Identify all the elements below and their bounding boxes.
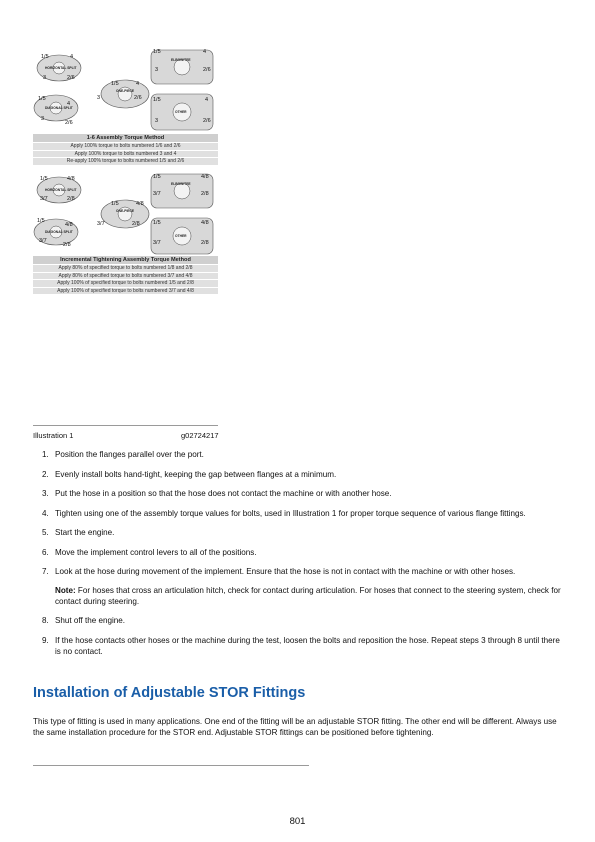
bolt-label: 4/8 [201, 174, 209, 180]
step-text: Tighten using one of the assembly torque values for bolts, used in Illustration 1 for proper torque sequence of various flange fittings. [55, 508, 526, 518]
bolt-label: 4/8 [201, 220, 209, 226]
step-number: 7. [42, 567, 49, 576]
bolt-label: 1/5 [153, 97, 161, 103]
part-tag: ONE-PIECE [116, 89, 135, 93]
caption-label: Illustration 1 [33, 431, 74, 440]
bolt-label: 2/6 [67, 75, 75, 81]
bolt-label: 2/8 [132, 221, 140, 227]
step-text: Move the implement control levers to all of the positions. [55, 547, 257, 557]
caption-id: g02724217 [181, 431, 219, 440]
step-item [33, 449, 563, 460]
bolt-label: 2/8 [67, 196, 75, 202]
bolt-label: 1/5 [37, 218, 45, 224]
bolt-label: 2/8 [201, 240, 209, 246]
step-text: If the hose contacts other hoses or the machine during the test, loosen the bolts and reposition the hose. Repeat steps 3 through 8 until there is no contact. [55, 635, 560, 656]
section-end-rule [33, 765, 309, 766]
bolt-label: 2/8 [201, 191, 209, 197]
bolt-label: 4 [136, 81, 140, 87]
bolt-label: 1/5 [41, 54, 49, 60]
method2-line: Apply 80% of specified torque to bolts numbered 3/7 and 4/8 [33, 273, 218, 280]
method2-title: Incremental Tightening Assembly Torque Method [33, 256, 218, 264]
bolt-label: 4/8 [65, 222, 73, 228]
part-tag: OTHER [175, 234, 187, 238]
part-tag: DIAGONAL SPLIT [45, 106, 73, 110]
bolt-label: 1/5 [111, 81, 119, 87]
step-number: 3. [42, 489, 49, 498]
step-item [33, 615, 563, 626]
method2-line: Apply 80% of specified torque to bolts numbered 1/8 and 2/8 [33, 265, 218, 272]
bolt-label: 2/6 [203, 118, 211, 124]
step-text: Evenly install bolts hand-tight, keeping the gap between flanges at a minimum. [55, 469, 337, 479]
method2-line: Apply 100% of specified torque to bolts numbered 1/5 and 2/8 [33, 280, 218, 287]
part-tag: HORIZONTAL SPLIT [45, 188, 77, 192]
bolt-label: 4 [203, 49, 207, 55]
step-item [33, 488, 563, 499]
bolt-label: 3 [97, 95, 101, 101]
bolt-label: 3 [155, 118, 159, 124]
step-item [33, 547, 563, 558]
bolt-label: 1/5 [38, 96, 46, 102]
note-text: For hoses that cross an articulation hitch, check for contact during articulation. For hoses that connect to the steering system, check for contact during steering. [55, 585, 561, 606]
bolt-label: 3 [43, 75, 47, 81]
method1-line: Re-apply 100% torque to bolts numbered 1/5 and 2/6 [33, 158, 218, 165]
step-number: 5. [42, 528, 49, 537]
bolt-label: 3 [155, 67, 159, 73]
bolt-label: 2/8 [63, 242, 71, 248]
step-number: 2. [42, 469, 49, 479]
step-item [33, 508, 563, 519]
part-tag: ONE-PIECE [116, 209, 135, 213]
part-tag: DIAGONAL SPLIT [45, 230, 73, 234]
step-number: 4. [42, 508, 49, 518]
bolt-label: 3/7 [40, 196, 48, 202]
method1-line: Apply 100% torque to bolts numbered 1/6 and 2/6 [33, 143, 218, 150]
bolt-label: 1/5 [111, 201, 119, 207]
bolt-label: 1/5 [40, 176, 48, 182]
part-tag: OTHER [175, 110, 187, 114]
step-text: Look at the hose during movement of the implement. Ensure that the hose is not in contact with the machine or with other hoses. [55, 567, 516, 576]
note-label: Note: [55, 585, 76, 595]
method1-title: 1-6 Assembly Torque Method [33, 134, 218, 142]
note-block [33, 585, 563, 607]
bolt-label: 1/5 [153, 174, 161, 180]
bolt-label: 2/6 [203, 67, 211, 73]
step-item [33, 469, 563, 480]
step-number: 1. [42, 450, 49, 459]
step-number: 9. [42, 635, 49, 645]
step-item [33, 566, 563, 577]
bolt-label: 1/5 [153, 49, 161, 55]
bolt-label: 4/8 [67, 176, 75, 182]
step-number: 8. [42, 616, 49, 625]
bolt-label: 1/5 [153, 220, 161, 226]
part-tag: ELBOW/TEE [171, 58, 191, 62]
part-tag: HORIZONTAL SPLIT [45, 66, 77, 70]
step-text: Position the flanges parallel over the port. [55, 450, 204, 459]
bolt-label: 3/7 [153, 240, 161, 246]
section-paragraph: This type of fitting is used in many applications. One end of the fitting will be an adjustable STOR fitting. The other end will be different. Always use the same installation procedure for the STOR end. Adjustable STOR fittings can be positioned before tightening. [33, 717, 557, 737]
bolt-label: 3 [41, 116, 45, 122]
method2-line: Apply 100% of specified torque to bolts numbered 3/7 and 4/8 [33, 288, 218, 295]
caption-rule [33, 425, 218, 426]
bolt-label: 4/8 [136, 201, 144, 207]
step-item [33, 527, 563, 538]
torque-sequence-illustration [33, 44, 218, 298]
section-heading: Installation of Adjustable STOR Fittings [33, 685, 306, 701]
bolt-label: 3/7 [97, 221, 105, 227]
step-number: 6. [42, 547, 49, 557]
bolt-label: 2/6 [134, 95, 142, 101]
bolt-label: 3/7 [153, 191, 161, 197]
step-text: Put the hose in a position so that the hose does not contact the machine or with another hose. [55, 489, 392, 498]
bolt-label: 4 [67, 101, 71, 107]
page-number: 801 [289, 816, 306, 827]
step-text: Start the engine. [55, 528, 115, 537]
bolt-label: 4 [70, 54, 74, 60]
procedure-steps [33, 449, 563, 665]
step-item [33, 635, 563, 657]
bolt-label: 2/6 [65, 120, 73, 126]
step-text: Shut off the engine. [55, 616, 126, 625]
method1-line: Apply 100% torque to bolts numbered 3 and 4 [33, 151, 218, 158]
part-tag: ELBOW/TEE [171, 182, 191, 186]
bolt-label: 3/7 [39, 238, 47, 244]
bolt-label: 4 [205, 97, 209, 103]
